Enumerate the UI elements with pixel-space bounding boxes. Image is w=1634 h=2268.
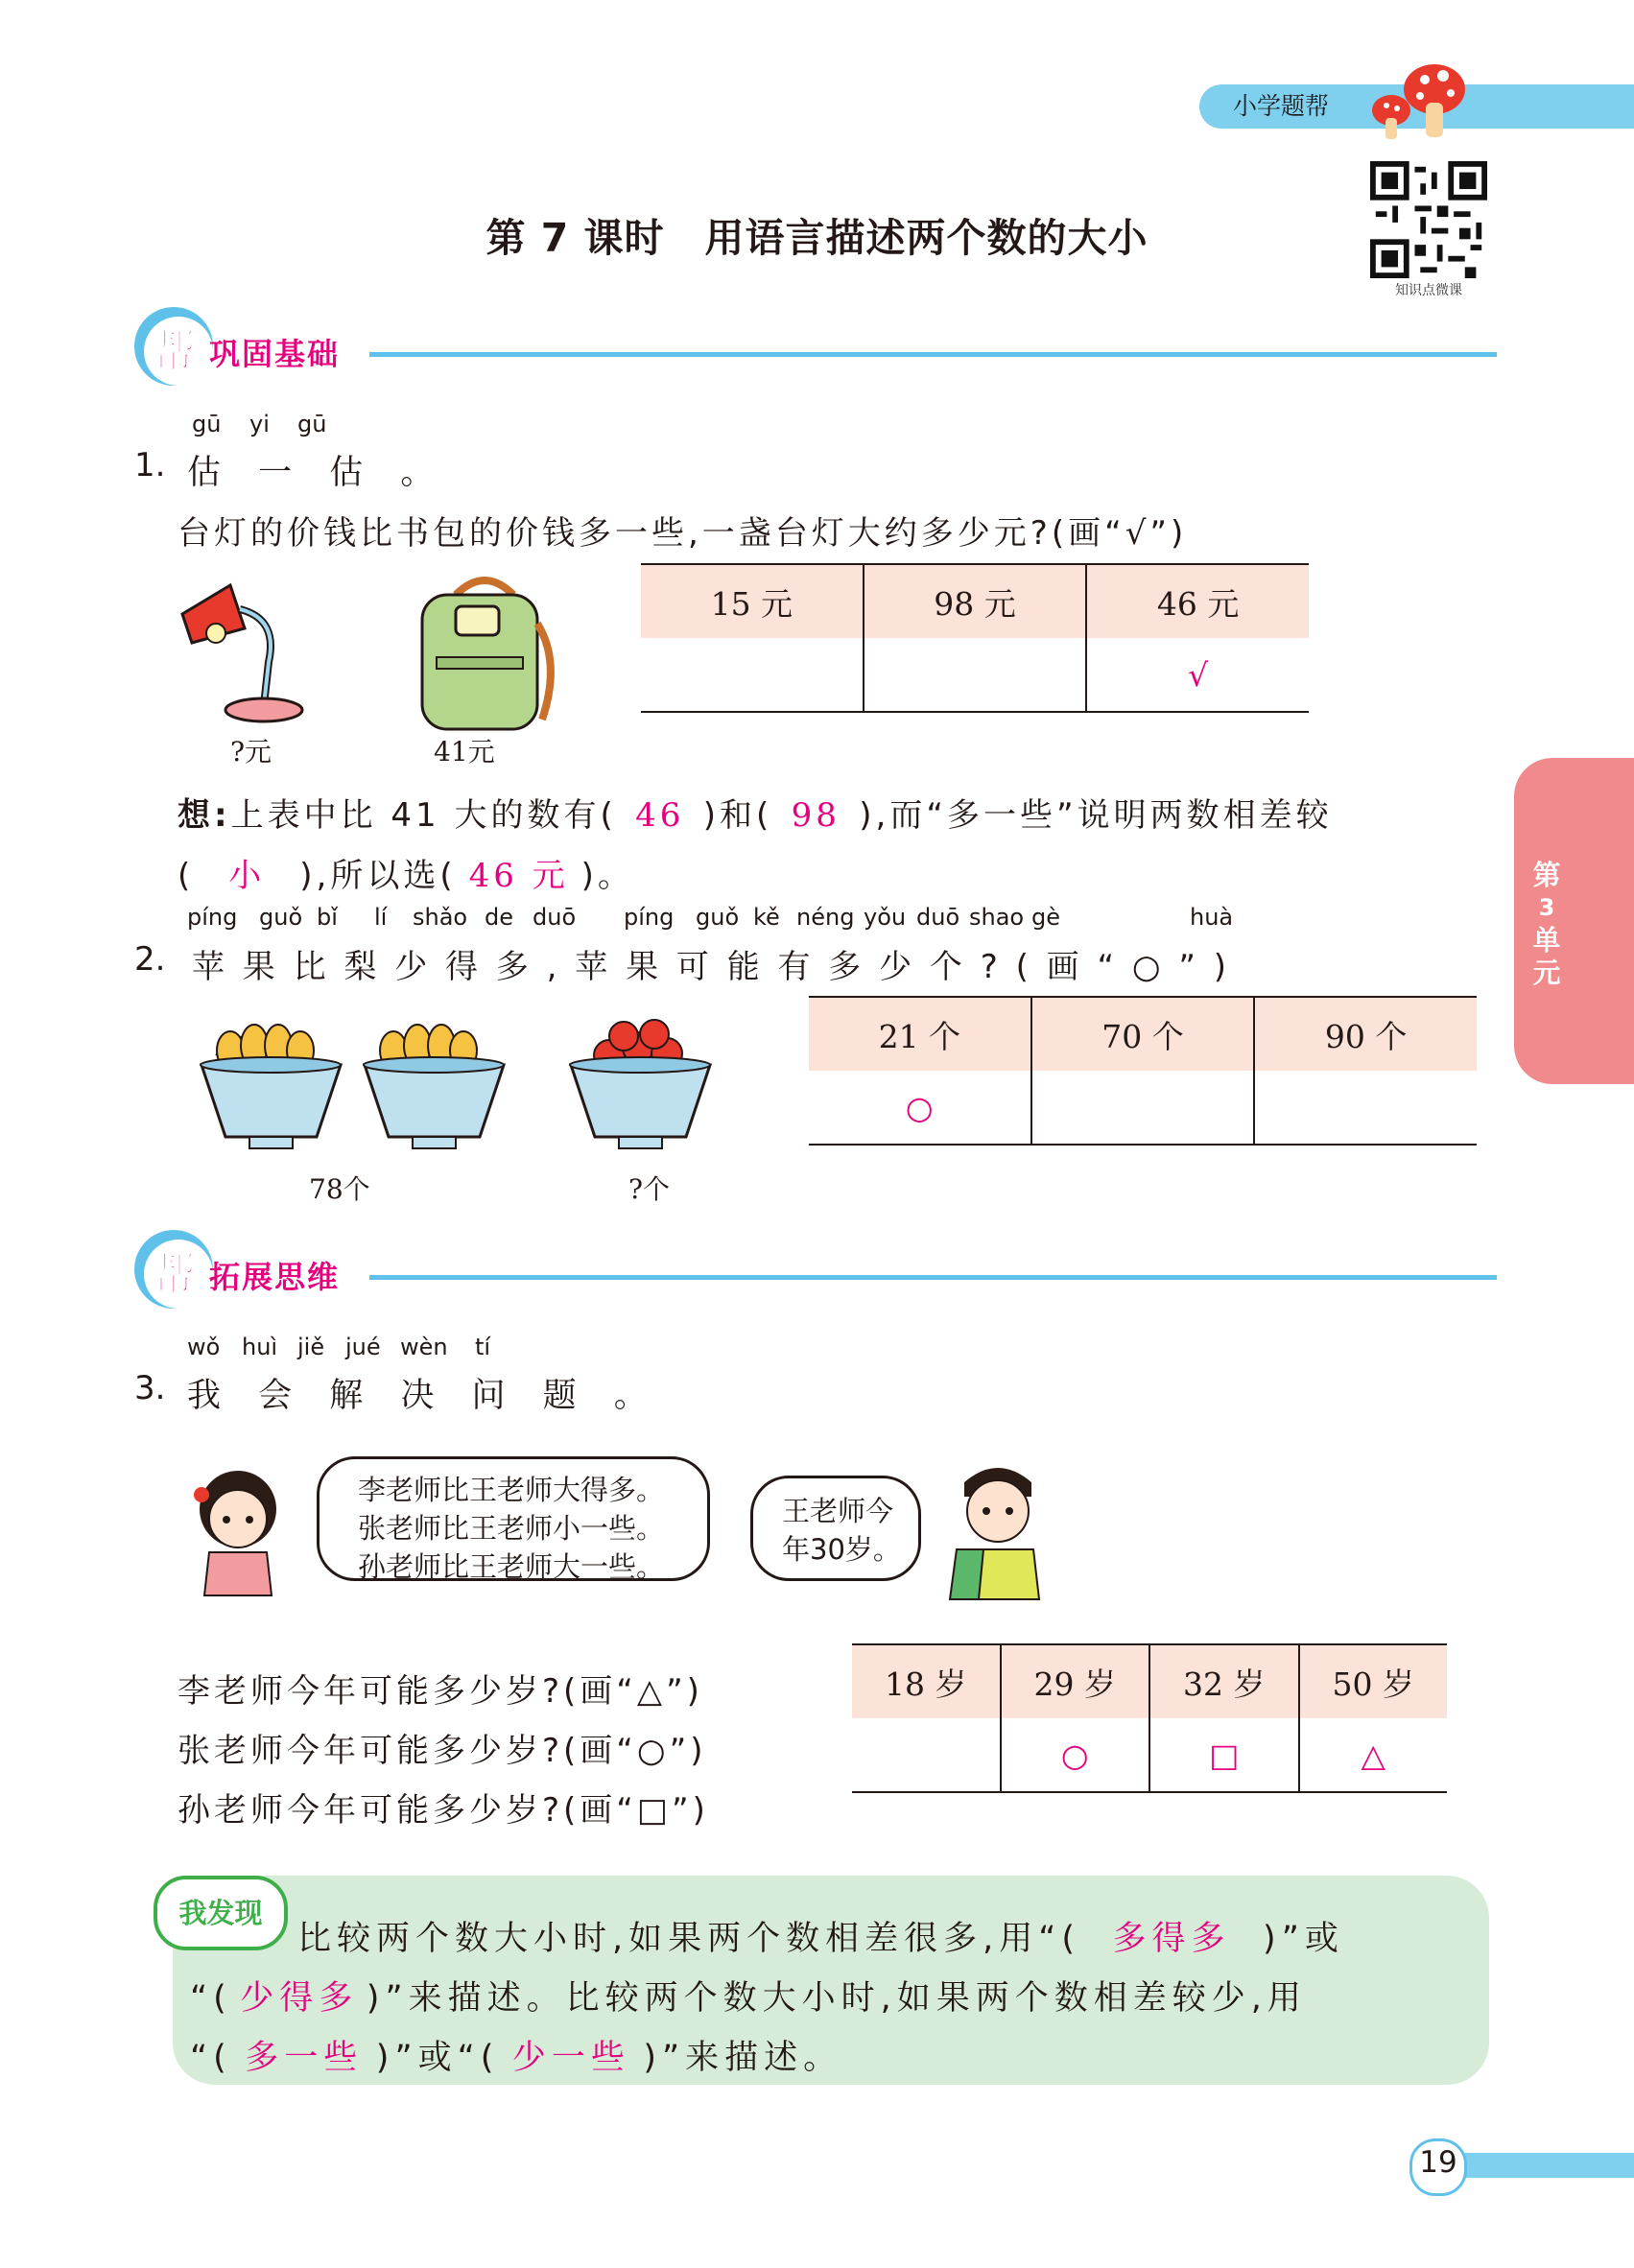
section-title: 拓展思维 bbox=[209, 1259, 341, 1295]
think-line-2 bbox=[178, 849, 634, 896]
answer-cell[interactable]: ○ bbox=[809, 1071, 1031, 1145]
question-title: 苹 果 比 梨 少 得 多 , 苹 果 可 能 有 多 少 个 ? ( 画 “ ○ ” ) bbox=[192, 948, 1231, 986]
lamp-price-caption: ?元 bbox=[230, 736, 272, 768]
answer-blank[interactable]: 46 元 bbox=[468, 857, 569, 895]
q2-answer-table bbox=[809, 996, 1477, 1146]
table-header-cell: 15 元 bbox=[641, 564, 864, 638]
answer-cell[interactable] bbox=[1254, 1071, 1477, 1145]
answer-cell[interactable] bbox=[641, 638, 864, 712]
question-title: 估 一 估 。 bbox=[187, 454, 448, 492]
bubble-line: 王老师今 bbox=[782, 1495, 894, 1527]
boy-speech-bubble bbox=[750, 1476, 921, 1581]
girl-speech-bubble bbox=[317, 1456, 710, 1581]
unit-tab-label: 第 3 单 元 bbox=[1532, 859, 1561, 989]
question-number: 1. bbox=[134, 446, 166, 484]
table-header-cell: 98 元 bbox=[864, 564, 1087, 638]
section-header-basic bbox=[134, 307, 1497, 393]
think-line-1 bbox=[178, 789, 1333, 836]
table-header-cell: 46 元 bbox=[1086, 564, 1309, 638]
bubble-line: 年30岁。 bbox=[782, 1533, 901, 1566]
table-header-cell: 21 个 bbox=[809, 997, 1031, 1071]
section-header-extend bbox=[134, 1230, 1497, 1316]
backpack-icon bbox=[408, 566, 561, 734]
bag-price-caption: 41元 bbox=[434, 736, 495, 768]
apple-count-caption: ?个 bbox=[628, 1173, 671, 1205]
q3-answer-table bbox=[852, 1643, 1447, 1793]
page-title: 第 7 课时 用语言描述两个数的大小 bbox=[485, 215, 1149, 261]
desk-lamp-icon bbox=[173, 576, 307, 729]
section-title: 巩固基础 bbox=[209, 336, 341, 372]
apple-bowl-icon bbox=[566, 1007, 724, 1161]
girl-character-icon bbox=[180, 1456, 296, 1600]
brand-label: 小学题帮 bbox=[1233, 92, 1330, 120]
pinyin: gū bbox=[297, 411, 327, 437]
question-title: 我 会 解 决 问 题 。 bbox=[187, 1377, 661, 1415]
think-text: )和( bbox=[702, 796, 773, 835]
pear-count-caption: 78个 bbox=[309, 1173, 370, 1205]
q3-question-li: 李老师今年可能多少岁?(画“△”) bbox=[178, 1672, 703, 1711]
answer-blank[interactable]: 少得多 bbox=[240, 1979, 359, 2018]
discover-text: 比较两个数大小时,如果两个数相差很多,用“( 多得多 )”或 “( 少得多 )”来描述。比较两个数大小时,如果两个数相差较少,用 “( 多一些 )”或“( 少一些 )”来描述。 bbox=[190, 1909, 1476, 2088]
page-number: 19 bbox=[1419, 2145, 1457, 2180]
answer-cell[interactable] bbox=[864, 638, 1087, 712]
think-label: 想: bbox=[178, 796, 231, 835]
answer-blank[interactable]: 小 bbox=[228, 857, 266, 895]
answer-blank[interactable]: 46 bbox=[635, 796, 685, 835]
question-prompt: 台灯的价钱比书包的价钱多一些,一盏台灯大约多少元?(画“√”) bbox=[178, 514, 1188, 553]
answer-blank[interactable]: 98 bbox=[791, 796, 841, 835]
pear-bowls-icon bbox=[197, 1003, 513, 1161]
q3-question-sun: 孙老师今年可能多少岁?(画“□”) bbox=[178, 1791, 709, 1830]
question-number: 3. bbox=[134, 1369, 166, 1407]
table-header-cell: 29 岁 bbox=[1001, 1644, 1150, 1718]
q3-question-zhang: 张老师今年可能多少岁?(画“○”) bbox=[178, 1732, 707, 1770]
qr-caption: 知识点微课 bbox=[1395, 283, 1462, 298]
pinyin: yi bbox=[249, 411, 270, 437]
answer-cell[interactable]: ○ bbox=[1001, 1718, 1150, 1792]
bubble-line: 孙老师比王老师大一些。 bbox=[358, 1550, 665, 1583]
pinyin: gū bbox=[192, 411, 222, 437]
table-header-cell: 18 岁 bbox=[852, 1644, 1001, 1718]
discover-badge-label: 我发现 bbox=[178, 1897, 263, 1929]
mushroom-icon bbox=[1343, 53, 1468, 144]
question-number: 2. bbox=[134, 940, 166, 979]
table-header-cell: 50 岁 bbox=[1299, 1644, 1448, 1718]
section-badge: 帮 bbox=[152, 1248, 196, 1300]
bubble-line: 李老师比王老师大得多。 bbox=[358, 1474, 665, 1506]
table-header-cell: 32 岁 bbox=[1149, 1644, 1299, 1718]
answer-cell[interactable]: √ bbox=[1086, 638, 1309, 712]
table-header-cell: 70 个 bbox=[1031, 997, 1255, 1071]
answer-blank[interactable]: 少一些 bbox=[511, 2039, 630, 2077]
table-header-cell: 90 个 bbox=[1254, 997, 1477, 1071]
think-text: ),所以选( bbox=[299, 857, 457, 895]
answer-cell[interactable]: △ bbox=[1299, 1718, 1448, 1792]
answer-cell[interactable] bbox=[1031, 1071, 1255, 1145]
answer-cell[interactable] bbox=[852, 1718, 1001, 1792]
boy-character-icon bbox=[935, 1453, 1060, 1602]
bubble-line: 张老师比王老师小一些。 bbox=[358, 1512, 665, 1545]
q1-answer-table bbox=[641, 563, 1309, 713]
section-badge: 帮 bbox=[152, 325, 196, 377]
think-text: ( bbox=[178, 857, 195, 895]
think-text: 上表中比 41 大的数有( bbox=[230, 796, 617, 835]
answer-cell[interactable]: □ bbox=[1149, 1718, 1299, 1792]
answer-blank[interactable]: 多一些 bbox=[245, 2039, 364, 2077]
think-text: )。 bbox=[580, 857, 634, 895]
answer-blank[interactable]: 多得多 bbox=[1112, 1920, 1231, 1958]
think-text: ),而“多一些”说明两数相差较 bbox=[859, 796, 1333, 835]
